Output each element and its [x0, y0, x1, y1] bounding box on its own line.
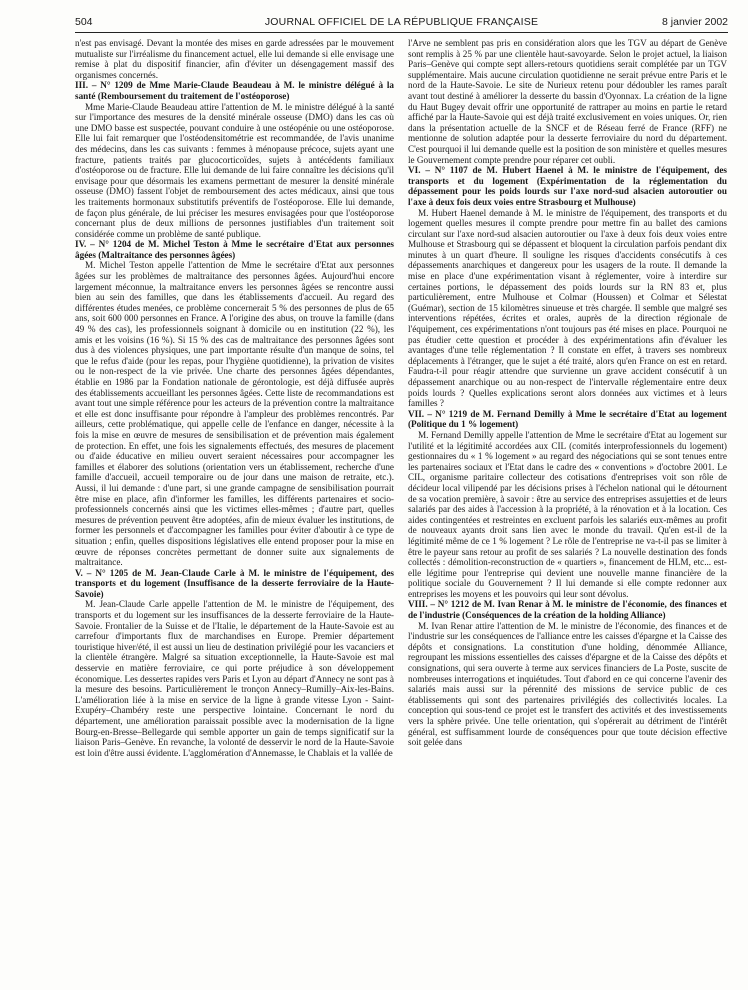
left-column	[75, 38, 394, 983]
continuation-paragraph: n'est pas envisagé. Devant la montée des mises en garde adressées par le mouvement mutualiste sur l'irréalisme du financement actuel, elle lui demande si elle envisage une remise à plat du dispositif financier, afin d'éviter un désengagement massif des organismes concernés.	[75, 38, 394, 80]
page-number: 504	[75, 16, 93, 28]
question-body-1212: M. Ivan Renar attire l'attention de M. le ministre de l'économie, des finances et de l'industrie sur les conséquences de l'alliance entre les caisses d'épargne et la Caisse des dépôts et consignations. La constitution d'une holding, dénommée Alliance, regroupant les missions essentielles des caisses d'épargne et de la Caisse des dépôts et consignations, qui sera ouverte à terme aux services financiers de La Poste, suscite de nombreuses interrogations et inquiétudes. Tout d'abord en ce qui concerne l'avenir des salariés mais aussi sur la pérennité des missions de service public de ces établissements qui sont des partenaires privilégiés des collectivités locales. La conception qui sous-tend ce projet est le transfert des activités et des investissements vers la sphère privée. Une telle orientation, qui s'opérerait au détriment de l'intérêt général, est suffisamment lourde de conséquences pour que toute décision effective soit gelée dans	[408, 620, 727, 748]
question-heading-1205: V. – N° 1205 de M. Jean-Claude Carle à M. le ministre de l'équipement, des transports et du logement (Insuffisance de la desserte ferroviaire de la Haute-Savoie)	[75, 567, 394, 599]
question-heading-1219: VII. – N° 1219 de M. Fernand Demilly à Mme le secrétaire d'Etat au logement (Politique du 1 % logement)	[408, 408, 727, 430]
question-body-1209: Mme Marie-Claude Beaudeau attire l'attention de M. le ministre délégué à la santé sur l'importance des mesures de la densité minérale osseuse (DMO) dans les cas où une DMO basse est suspectée, pouvant conduire à une ostéopénie ou une ostéoporose. Elle lui fait remarquer que l'ostéodensitométrie est recommandée, de l'avis unanime des médecins, dans les cas suivants : femmes à ménopause précoce, sujets ayant une fracture, patients traités par glucocorticoïdes, sujets à antécédents familiaux d'ostéoporose ou de fracture. Elle lui demande de lui faire connaître les décisions qu'il envisage pour que désormais les examens permettant de mesurer la densité minérale osseuse (DMO) fassent l'objet de remboursement des actes médicaux, ainsi que tous les traitements hormonaux substitutifs préventifs de l'ostéoporose. Elle lui demande, de façon plus générale, de lui préciser les mesures envisagées pour que l'ostéoporose concernant plus de deux millions de personnes justifiables d'un traitement soit considérée comme un problème de santé publique.	[75, 101, 394, 239]
text-columns	[75, 38, 728, 983]
question-heading-1204: IV. – N° 1204 de M. Michel Teston à Mme le secrétaire d'Etat aux personnes âgées (Maltraitance des personnes âgées)	[75, 239, 394, 260]
continuation-paragraph-right: l'Arve ne semblent pas pris en considération alors que les TGV au départ de Genève sont remplis à 25 % par une clientèle haut-savoyarde. Selon le projet actuel, la liaison Paris–Genève qui compte sept allers-retours quotidiens serait complétée par un TGV supplémentaire. Mais aucune circulation quotidienne ne serait prévue entre Paris et le nord de la Haute-Savoie. Le site de Nurieux retenu pour dédoubler les rames paraît avant tout destiné à améliorer la desserte du bassin d'Oyonnax. La création de la ligne du Haut Bugey devait offrir une opportunité de rattraper au moins en partie le retard affiché par la Haute-Savoie qui est déjà traité exclusivement en voies uniques. Or, rien dans la présentation actuelle de la SNCF et de Réseau ferré de France (RFF) ne mentionne de solution adaptée pour la desserte ferroviaire du nord du département. C'est pourquoi il lui demande quelle est la position de son ministère et quelles mesures le Gouvernement compte prendre pour réparer cet oubli.	[408, 38, 727, 165]
question-body-1205: M. Jean-Claude Carle appelle l'attention de M. le ministre de l'équipement, des transports et du logement sur les insuffisances de la desserte ferroviaire de la Haute-Savoie. Frontalier de la Suisse et de l'Italie, le département de la Haute-Savoie est au carrefour d'importants flux de marchandises en Europe. Premier département touristique hiver/été, il est aussi un lieu de destination privilégié pour les vacanciers et la clientèle étrangère. Malgré sa situation exceptionnelle, la Haute-Savoie est mal desservie en matière ferroviaire, ce qui porte préjudice à son développement économique. Les dessertes rapides vers Paris et Lyon au départ d'Annecy ne sont pas à la mesure des besoins. Particulièrement le tronçon Annecy–Rumilly–Aix-les-Bains. L'amélioration liée à la mise en service de la ligne à grande vitesse Lyon - Saint-Exupéry–Chambéry reste une perspective lointaine. Concernant le nord du département, une amélioration paraissait possible avec la modernisation de la ligne Bourg-en-Bresse–Bellegarde qui semble apporter un gain de temps significatif sur la liaison Paris–Genève. En revanche, la volonté de desservir le nord de la Haute-Savoie est loin d'être aussi évidente. L'agglomération d'Annemasse, le Chablais et la vallée de	[75, 599, 394, 758]
issue-date: 8 janvier 2002	[662, 16, 728, 28]
question-body-1219: M. Fernand Demilly appelle l'attention de Mme le secrétaire d'Etat au logement sur l'utilité et la légitimité accordées aux CIL (comités interprofessionnels du logement) gestionnaires du « 1 % logement » au regard des négociations qui se sont tenues entre les partenaires sociaux et l'Etat dans le cadre des « conventions » d'octobre 2001. Le CIL, organisme paritaire collecteur des cotisations d'entreprises voit son rôle de décideur local vilipendé par les décisions prises à l'échelon national qui le détournent de sa vocation première, à savoir : être au service des entreprises assujetties et de leurs salariés par des aides à l'accession à la propriété, à la rénovation et à la location. Ces aides contingentées et restreintes en excluent parfois les salariés eux-mêmes au profit de nouveaux ayants droit sans lien avec le monde du travail. Qu'en est-il de la légitimité même de ce 1 % logement ? Le rôle de l'entreprise ne va-t-il pas se limiter à être le payeur sans retour au profit de ses salariés ? La nouvelle destination des fonds collectés : démolition-reconstruction de « quartiers », financement de HLM, etc... est-elle légitime pour l'entreprise qui devient une nouvelle manne financière de la politique sociale du Gouvernement ? Il lui demande si elle compte redonner aux entreprises les moyens et les pouvoirs qui leur sont dévolus.	[408, 429, 727, 599]
right-column	[408, 38, 727, 983]
question-heading-1209: III. – N° 1209 de Mme Marie-Claude Beaudeau à M. le ministre délégué à la santé (Remboursement du traitement de l'ostéoporose)	[75, 80, 394, 101]
question-heading-1212: VIII. – N° 1212 de M. Ivan Renar à M. le ministre de l'économie, des finances et de l'industrie (Conséquences de la création de la holding Alliance)	[408, 599, 727, 621]
journal-title: JOURNAL OFFICIEL DE LA RÉPUBLIQUE FRANÇAISE	[264, 16, 539, 28]
question-body-1204: M. Michel Teston appelle l'attention de Mme le secrétaire d'Etat aux personnes âgées sur les problèmes de maltraitance des personnes âgées. Aujourd'hui encore largement méconnue, la maltraitance envers les personnes âgées se rencontre aussi bien au sein des familles, que dans les établissements d'accueil. Au regard des différentes études menées, ce problème concernerait 5 % des personnes de plus de 65 ans, soit 600 000 personnes en France. A l'origine des abus, on trouve la famille (dans 49 % des cas), les professionnels soignant à domicile ou en institution (22 %), les amis et les voisins (16 %). Si 15 % des cas de maltraitance des personnes âgées sont dus à des violences physiques, une part importante résulte d'un manque de soins, tel que le refus d'aide (pour les repas, pour l'hygiène quotidienne), la privation de visites ou le non-respect de la vie privée. Une charte des personnes âgées dépendantes, établie en 1986 par la Fondation nationale de gérontologie, est déjà diffusée auprès des établissements accueillant les personnes âgées. Cette liste de recommandations est avant tout une simple référence pour les acteurs de la prévention contre la maltraitance et elle est donc insuffisante pour répondre à l'ampleur des problèmes rencontrés. Par ailleurs, cette problématique, qui appelle celle de l'enfance en danger, nécessite à la fois la mise en œuvre de mesures de sensibilisation et de prévention mais également de protection. En effet, une fois les signalements effectués, des mesures de placement ou d'aide éducative en milieu ouvert seraient nécessaires pour accompagner les familles et élaborer des solutions (orientation vers un établissement, recherche d'une famille d'accueil, accueil temporaire ou de jour dans une maison de retraite, etc.). Aussi, il lui demande : d'une part, si une grande campagne de sensibilisation pourrait être mise en place, afin d'informer les familles, les différents partenaires et socio-professionnels concernés ainsi que les victimes elles-mêmes ; d'autre part, quelles mesures de prévention peuvent être adoptées, afin de mieux évaluer les institutions, de former les personnels et d'accompagner les familles pour éviter d'aboutir à ce type de situation ; enfin, quelles dispositions législatives elle entend proposer pour la mise en œuvre de réponses concrètes permettant de donner suite aux signalements de maltraitance.	[75, 260, 394, 568]
page-header	[75, 12, 728, 33]
question-body-1107: M. Hubert Haenel demande à M. le ministre de l'équipement, des transports et du logement quelles mesures il compte prendre pour mettre fin au ballet des camions circulant sur l'axe nord-sud alsacien autoroutier ou l'axe à deux fois deux voies entre Mulhouse et Strasbourg qui se dépassent et bloquent la circulation parfois pendant dix minutes à un quart d'heure. Il souligne les risques d'accidents consécutifs à ces dépassements anarchiques et dangereux pour les usagers de la route. Il demande la mise en place d'une expérimentation visant à réglementer, voire à interdire sur certaines portions, le dépassement des poids lourds sur la RN 83 et, plus particulièrement, entre Mulhouse et Colmar (Houssen) et Colmar et Sélestat (Guémar), section de 15 kilomètres sinueuse et très chargée. Il semble que malgré ses interventions répétées, écrites et orales, auprès de la direction régionale de l'équipement, ces expérimentations n'ont toujours pas été mises en place. Pourquoi ne pas étudier cette question et procéder à des expérimentations afin d'évaluer les avantages d'une telle réglementation ? Il constate en effet, à travers ses nombreux déplacements à l'étranger, que le sujet a été traité, alors qu'en France on est en retard. Faudra-t-il pour réagir attendre que survienne un grave accident consécutif à un dépassement anarchique ou au non-respect de l'intervalle réglementaire entre deux poids lourds ? Quelles explications seront alors données aux victimes et à leurs familles ?	[408, 207, 727, 409]
question-heading-1107: VI. – N° 1107 de M. Hubert Haenel à M. le ministre de l'équipement, des transports et du logement (Expérimentation de la réglementation du dépassement pour les poids lourds sur l'axe nord-sud alsacien autoroutier ou l'axe à deux fois deux voies entre Strasbourg et Mulhouse)	[408, 165, 727, 207]
